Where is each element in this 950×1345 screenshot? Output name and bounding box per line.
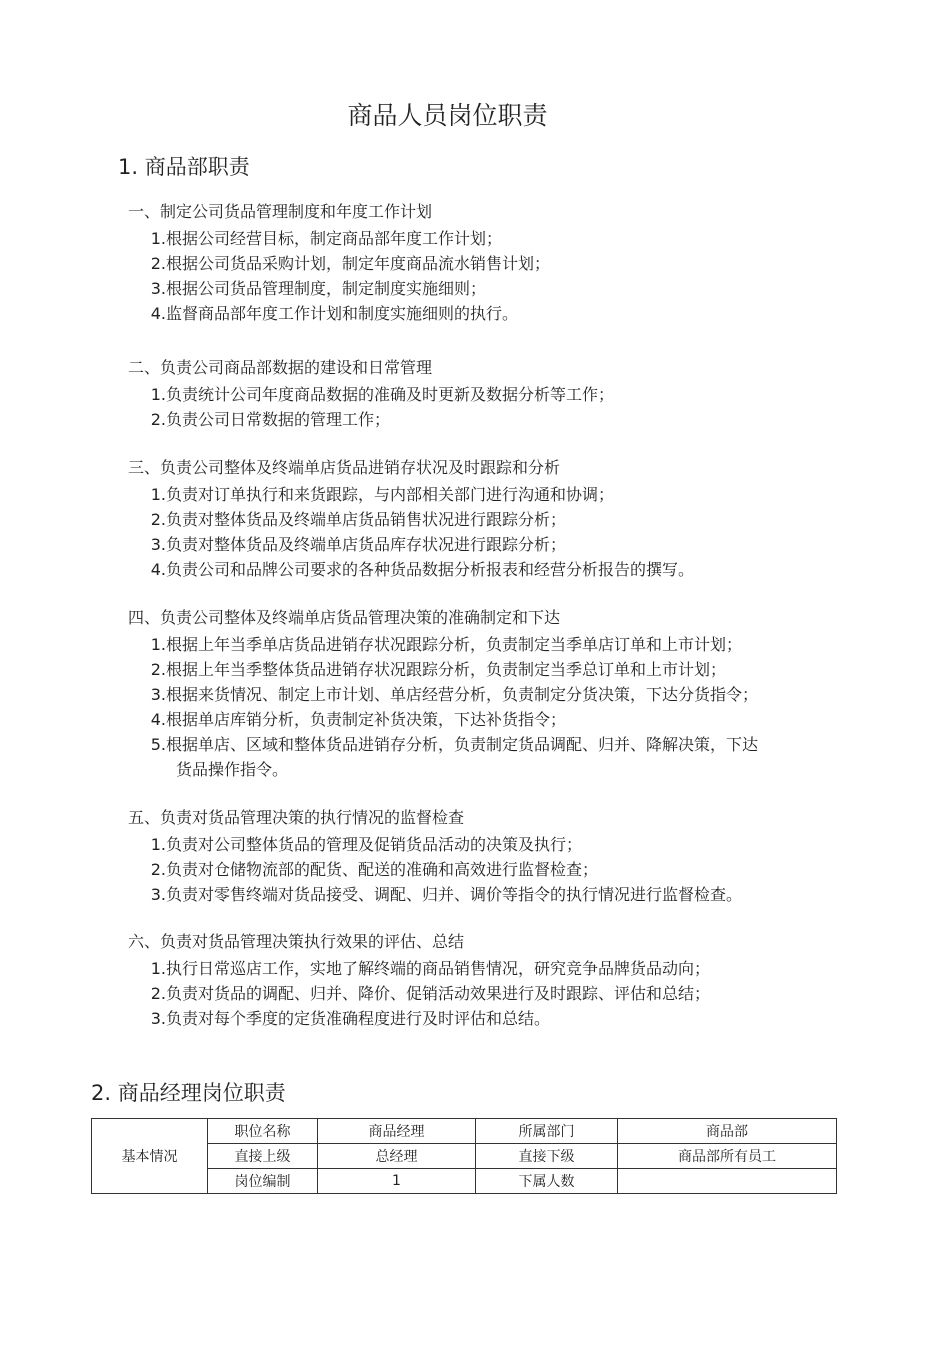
table-cell: 岗位编制: [208, 1169, 318, 1194]
table-cell: 下属人数: [476, 1169, 618, 1194]
duty-group-4: [128, 606, 831, 782]
duty-group-1: [128, 200, 831, 326]
list-item: 1. 根据上年当季单店货品进销存状况跟踪分析，负责制定当季单店订单和上市计划；: [150, 635, 743, 654]
page-title: 商品人员岗位职责: [347, 101, 548, 130]
table-row-header: 基本情况: [92, 1119, 208, 1194]
list-item: 3. 负责对整体货品及终端单店货品库存状况进行跟踪分析；: [150, 535, 567, 554]
table-cell: 1: [318, 1169, 476, 1194]
table-cell: 商品部所有员工: [618, 1144, 837, 1169]
table-cell: 商品部: [618, 1119, 837, 1144]
list-item: 2. 负责公司日常数据的管理工作；: [150, 410, 391, 429]
list-item: 4. 根据单店库销分析，负责制定补货决策，下达补货指令；: [150, 710, 567, 729]
list-item: 1. 根据公司经营目标，制定商品部年度工作计划；: [150, 229, 503, 248]
list-item: 1. 执行日常巡店工作，实地了解终端的商品销售情况，研究竞争品牌货品动向；: [150, 959, 711, 978]
group-title: 六、负责对货品管理决策执行效果的评估、总结: [128, 932, 465, 951]
duty-group-5: [128, 806, 831, 907]
list-item: 5. 根据单店、区域和整体货品进销存分析，负责制定货品调配、归并、降解决策，下达 货品操作指令。: [150, 735, 759, 779]
list-item: 2. 根据上年当季整体货品进销存状况跟踪分析，负责制定当季总订单和上市计划；: [150, 660, 727, 679]
section-2-heading: 2. 商品经理岗位职责: [91, 1081, 286, 1105]
list-item: 2. 负责对仓储物流部的配货、配送的准确和高效进行监督检查；: [150, 860, 599, 879]
table-cell: 商品经理: [318, 1119, 476, 1144]
group-title: 三、负责公司整体及终端单店货品进销存状况及时跟踪和分析: [128, 458, 561, 477]
list-item: 3. 负责对零售终端对货品接受、调配、归并、调价等指令的执行情况进行监督检查。: [150, 885, 743, 904]
list-item: 4. 负责公司和品牌公司要求的各种货品数据分析报表和经营分析报告的撰写。: [150, 560, 695, 579]
table-cell: 直接下级: [476, 1144, 618, 1169]
section-1-heading: 1. 商品部职责: [118, 155, 250, 179]
list-item: 3. 根据公司货品管理制度，制定制度实施细则；: [150, 279, 487, 298]
group-title: 四、负责公司整体及终端单店货品管理决策的准确制定和下达: [128, 608, 561, 627]
table-cell: 职位名称: [208, 1119, 318, 1144]
list-item: 2. 负责对整体货品及终端单店货品销售状况进行跟踪分析；: [150, 510, 567, 529]
list-item: 1. 负责统计公司年度商品数据的准确及时更新及数据分析等工作；: [150, 385, 615, 404]
duty-group-2: [128, 356, 831, 432]
duty-group-3: [128, 456, 831, 582]
group-title: 一、制定公司货品管理制度和年度工作计划: [128, 202, 433, 221]
duty-group-6: [128, 930, 831, 1031]
table-row: [92, 1119, 837, 1144]
list-item: 3. 负责对每个季度的定货准确程度进行及时评估和总结。: [150, 1009, 551, 1028]
group-title: 二、负责公司商品部数据的建设和日常管理: [128, 358, 433, 377]
list-item: 2. 根据公司货品采购计划，制定年度商品流水销售计划；: [150, 254, 551, 273]
table-cell: 所属部门: [476, 1119, 618, 1144]
basic-info-table: [91, 1118, 837, 1194]
table-cell: 直接上级: [208, 1144, 318, 1169]
table-cell: [618, 1169, 837, 1194]
group-title: 五、负责对货品管理决策的执行情况的监督检查: [128, 808, 465, 827]
list-item: 1. 负责对订单执行和来货跟踪，与内部相关部门进行沟通和协调；: [150, 485, 615, 504]
list-item: 3. 根据来货情况、制定上市计划、单店经营分析，负责制定分货决策，下达分货指令；: [150, 685, 759, 704]
list-item: 4. 监督商品部年度工作计划和制度实施细则的执行。: [150, 304, 519, 323]
list-item: 2. 负责对货品的调配、归并、降价、促销活动效果进行及时跟踪、评估和总结；: [150, 984, 711, 1003]
table-cell: 总经理: [318, 1144, 476, 1169]
list-item: 1. 负责对公司整体货品的管理及促销货品活动的决策及执行；: [150, 835, 583, 854]
